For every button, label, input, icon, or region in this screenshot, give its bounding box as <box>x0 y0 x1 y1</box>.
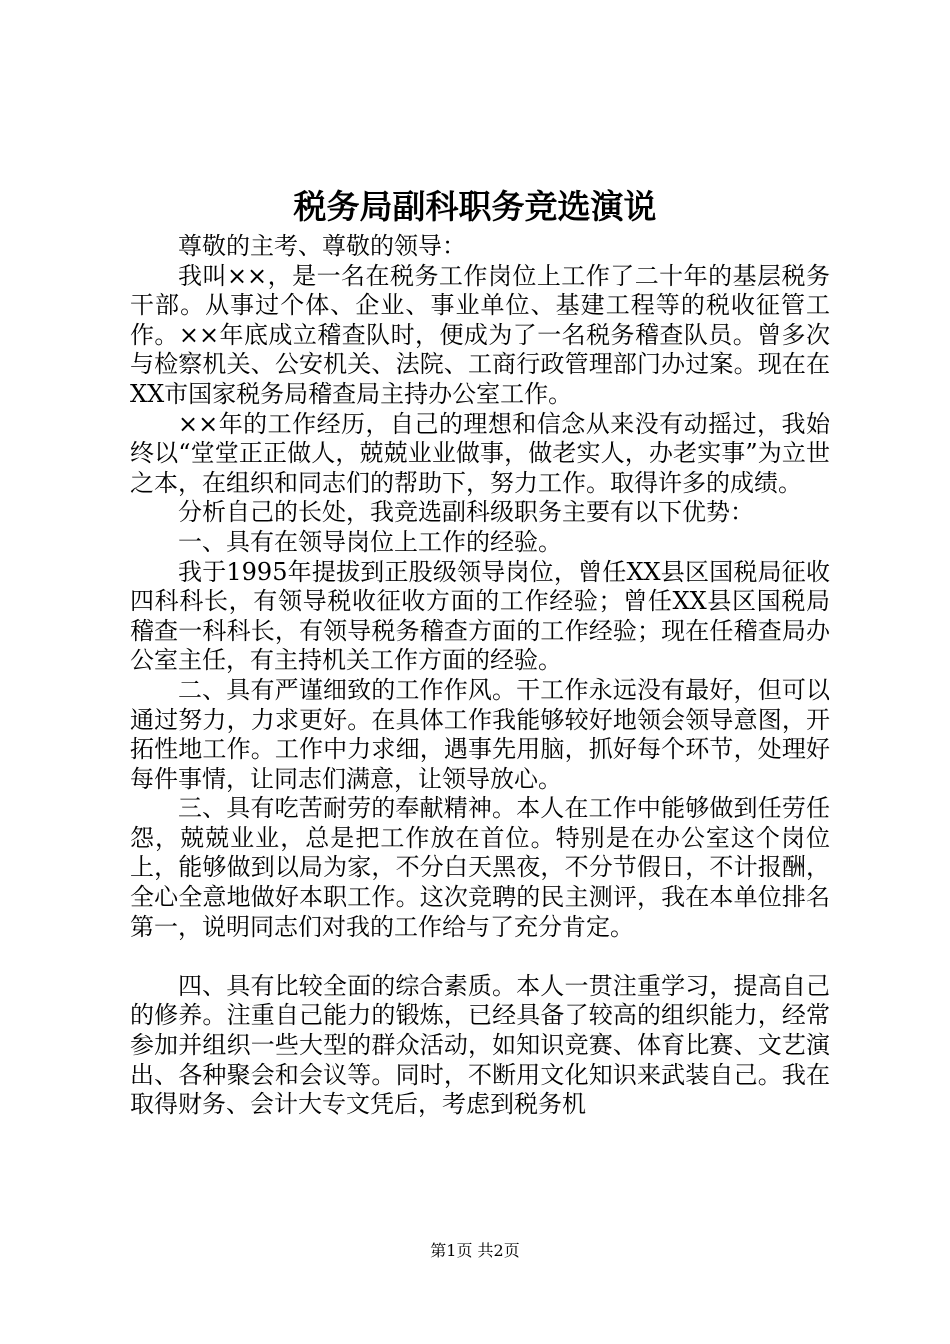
advantage-3-paragraph: 三、具有吃苦耐劳的奉献精神。本人在工作中能够做到任劳任怨，兢兢业业，总是把工作放在首位。特别是在办公室这个岗位上，能够做到以局为家，不分白天黑夜，不分节假日，不计报酬，全心全意地做好本职工作。这次竞聘的民主测评，我在本单位排名第一，说明同志们对我的工作给与了充分肯定。 <box>130 794 830 941</box>
document-body <box>130 232 830 1120</box>
intro-paragraph: 我叫××，是一名在税务工作岗位上工作了二十年的基层税务干部。从事过个体、企业、事业单位、基建工程等的税收征管工作。××年底成立稽查队时，便成为了一名税务稽查队员。曾多次与检察机关、公安机关、法院、工商行政管理部门办过案。现在在XX市国家税务局稽查局主持办公室工作。 <box>130 261 830 408</box>
salutation-paragraph: 尊敬的主考、尊敬的领导： <box>178 232 466 260</box>
document-title: 税务局副科职务竞选演说 <box>293 187 657 226</box>
advantage-1-paragraph: 我于1995年提拔到正股级领导岗位，曾任XX县区国税局征收四科科长，有领导税收征收方面的工作经验；曾任XX县区国税局稽查一科科长，有领导税务稽查方面的工作经验；现在任稽查局办公室主任，有主持机关工作方面的经验。 <box>130 557 830 675</box>
page-number-footer: 第1页 共2页 <box>430 1241 520 1260</box>
advantage-1-heading: 一、具有在领导岗位上工作的经验。 <box>178 527 562 556</box>
advantage-4-paragraph: 四、具有比较全面的综合素质。本人一贯注重学习，提高自己的修养。注重自己能力的锻炼，已经具备了较高的组织能力，经常参加并组织一些大型的群众活动，如知识竞赛、体育比赛、文艺演出、各种聚会和会议等。同时，不断用文化知识来武装自己。我在取得财务、会计大专文凭后，考虑到税务机 <box>130 971 830 1119</box>
advantages-intro-paragraph: 分析自己的长处，我竞选副科级职务主要有以下优势： <box>178 498 754 527</box>
advantage-2-paragraph: 二、具有严谨细致的工作作风。干工作永远没有最好，但可以通过努力，力求更好。在具体工作我能够较好地领会领导意图，开拓性地工作。工作中力求细，遇事先用脑，抓好每个环节，处理好每件事情，让同志们满意，让领导放心。 <box>130 675 830 793</box>
experience-paragraph: ××年的工作经历，自己的理想和信念从来没有动摇过，我始终以“堂堂正正做人，兢兢业业做事，做老实人，办老实事”为立世之本，在组织和同志们的帮助下，努力工作。取得许多的成绩。 <box>130 409 830 497</box>
